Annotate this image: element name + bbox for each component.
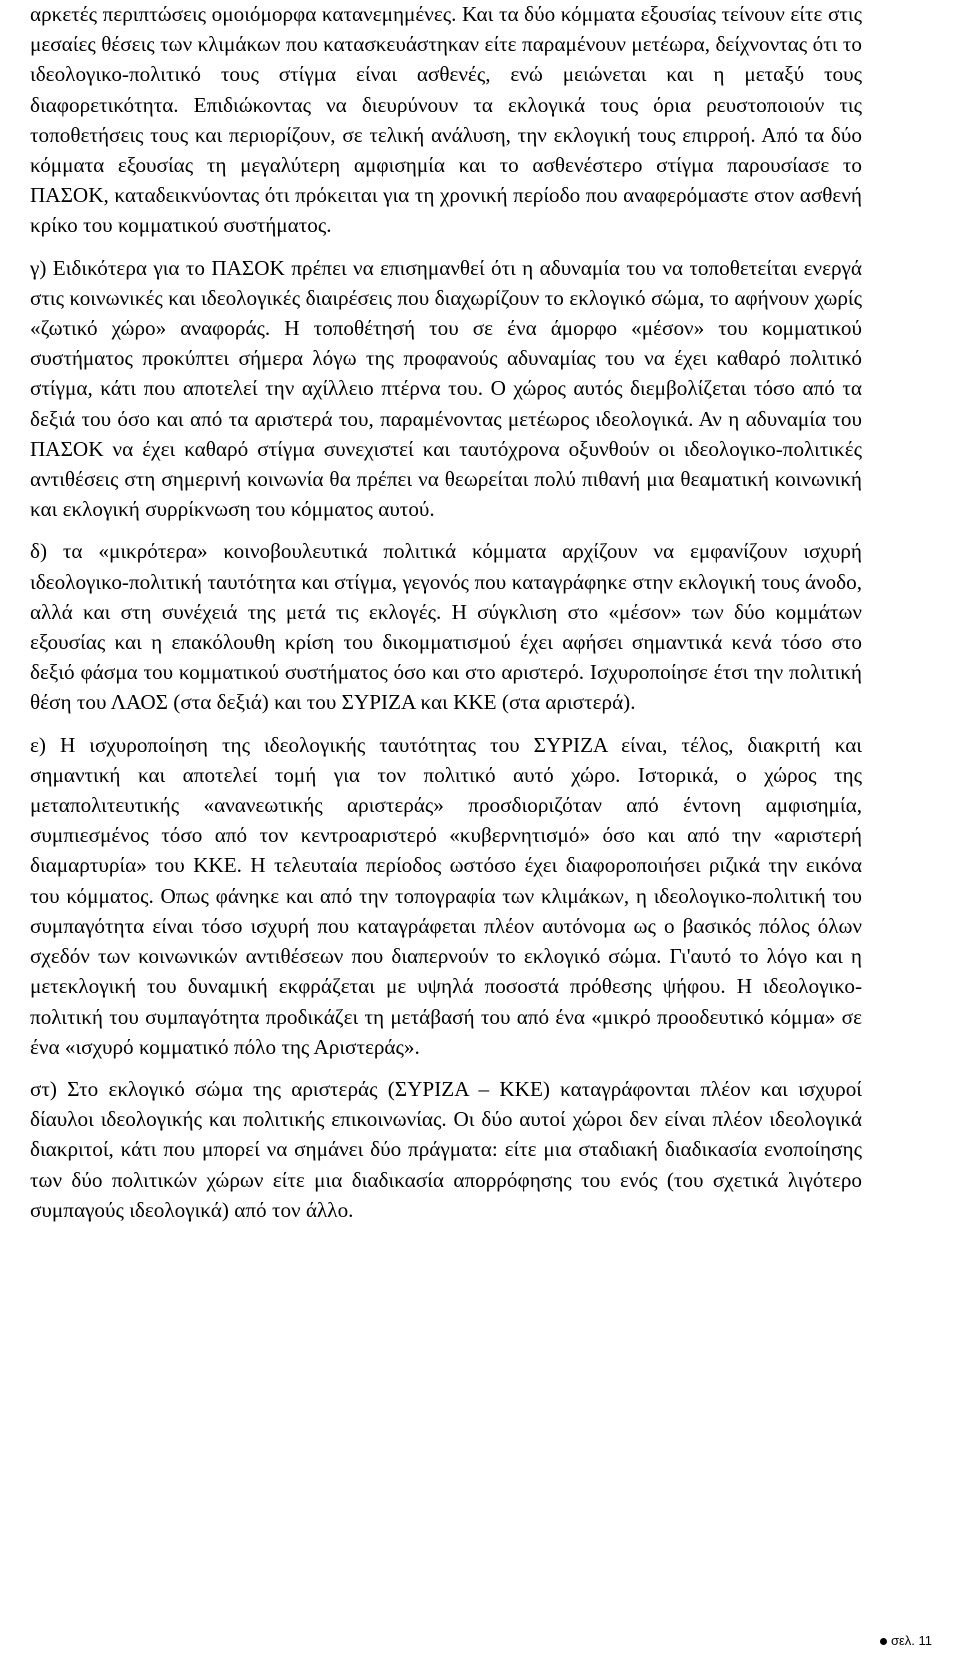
bullet-icon [880, 1638, 887, 1645]
page-number: σελ. 11 [890, 1633, 932, 1648]
document-page [30, 0, 862, 1225]
paragraph-c: γ) Ειδικότερα για το ΠΑΣΟΚ πρέπει να επισημανθεί ότι η αδυναμία του να τοποθετείται ενεργά στις κοινωνικές και ιδεολογικές διαιρέσεις που διαχωρίζουν το εκλογικό σώμα, το αφήνουν χωρίς «ζωτικό χώρο» αναφοράς. Η τοποθέτησή του σε ένα άμορφο «μέσον» του κομματικού συστήματος προκύπτει σήμερα λόγω της προφανούς αδυναμίας του να έχει καθαρό πολιτικό στίγμα, κάτι που αποτελεί την αχίλλειο πτέρνα του. Ο χώρος αυτός διεμβολίζεται τόσο από τα δεξιά του όσο και από τα αριστερά του, παραμένοντας μετέωρος ιδεολογικά. Αν η αδυναμία του ΠΑΣΟΚ να έχει καθαρό στίγμα συνεχιστεί και ταυτόχρονα οξυνθούν οι ιδεολογικο-πολιτικές αντιθέσεις στη σημερινή κοινωνία θα πρέπει να θεωρείται πολύ πιθανή μια θεαματική κοινωνική και εκλογική συρρίκνωση του κόμματος αυτού. [30, 255, 862, 522]
paragraph-intro: αρκετές περιπτώσεις ομοιόμορφα κατανεμημένες. Και τα δύο κόμματα εξουσίας τείνουν είτε στις μεσαίες θέσεις των κλιμάκων που κατασκευάστηκαν είτε παραμένουν μετέωρα, δείχνοντας ότι το ιδεολογικο-πολιτικό τους στίγμα είναι ασθενές, ενώ μειώνεται και η μεταξύ τους διαφορετικότητα. Επιδιώκοντας να διευρύνουν τα εκλογικά τους όρια ρευστοποιούν τις τοποθετήσεις τους και περιορίζουν, σε τελική ανάλυση, την εκλογική τους επιρροή. Από τα δύο κόμματα εξουσίας τη μεγαλύτερη αμφισημία και το ασθενέστερο στίγμα παρουσίασε το ΠΑΣΟΚ, καταδεικνύοντας ότι πρόκειται για τη χρονική περίοδο που αναφερόμαστε στον ασθενή κρίκο του κομματικού συστήματος. [30, 2, 862, 238]
paragraph-d: δ) τα «μικρότερα» κοινοβουλευτικά πολιτικά κόμματα αρχίζουν να εμφανίζουν ισχυρή ιδεολογικο-πολιτική ταυτότητα και στίγμα, γεγονός που καταγράφηκε στην εκλογική τους άνοδο, αλλά και στη συνέχειά της μετά τις εκλογές. Η σύγκλιση στο «μέσον» των δύο κομμάτων εξουσίας και η επακόλουθη κρίση του δικομματισμού έχει αφήσει σημαντικά κενά τόσο στο δεξιό φάσμα του κομματικού συστήματος όσο και στο αριστερό. Ισχυροποίησε έτσι την πολιτική θέση του ΛΑΟΣ (στα δεξιά) και του ΣΥΡΙΖΑ και ΚΚΕ (στα αριστερά). [30, 539, 862, 715]
paragraph-f: στ) Στο εκλογικό σώμα της αριστεράς (ΣΥΡΙΖΑ – ΚΚΕ) καταγράφονται πλέον και ισχυροί δίαυλοι ιδεολογικής και πολιτικής επικοινωνίας. Οι δύο αυτοί χώροι δεν είναι πλέον ιδεολογικά διακριτοί, κάτι που μπορεί να σημάνει δύο πράγματα: είτε μια σταδιακή διαδικασία ενοποίησης των δύο πολιτικών χώρων είτε μια διαδικασία απορρόφησης του ενός (του σχετικά λιγότερο συμπαγούς ιδεολογικά) από τον άλλο. [30, 1076, 862, 1222]
paragraph-e: ε) Η ισχυροποίηση της ιδεολογικής ταυτότητας του ΣΥΡΙΖΑ είναι, τέλος, διακριτή και σημαντική και αποτελεί τομή για τον πολιτικό αυτό χώρο. Ιστορικά, ο χώρος της μεταπολιτευτικής «ανανεωτικής αριστεράς» προσδιοριζόταν από έντονη αμφισημία, συμπιεσμένος τόσο από τον κεντροαριστερό «κυβερνητισμό» όσο και από την «αριστερή διαμαρτυρία» του ΚΚΕ. Η τελευταία περίοδος ωστόσο έχει διαφοροποιήσει ριζικά την εικόνα του κόμματος. Οπως φάνηκε και από την τοπογραφία των κλιμάκων, η ιδεολογικο-πολιτική του συμπαγότητα είναι τόσο ισχυρή που καταγράφεται πλέον αυτόνομα ως ο βασικός πόλος όλων σχεδόν των κοινωνικών αντιθέσεων που διαπερνούν το εκλογικό σώμα. Γι'αυτό το λόγο και η μετεκλογική του δυναμική εκφράζεται με υψηλά ποσοστά πρόθεσης ψήφου. Η ιδεολογικο-πολιτική του συμπαγότητα προδικάζει τη μετάβασή του από ένα «μικρό προοδευτικό κόμμα» σε ένα «ισχυρό κομματικό πόλο της Αριστεράς». [30, 732, 862, 1059]
page-footer [880, 1633, 932, 1649]
